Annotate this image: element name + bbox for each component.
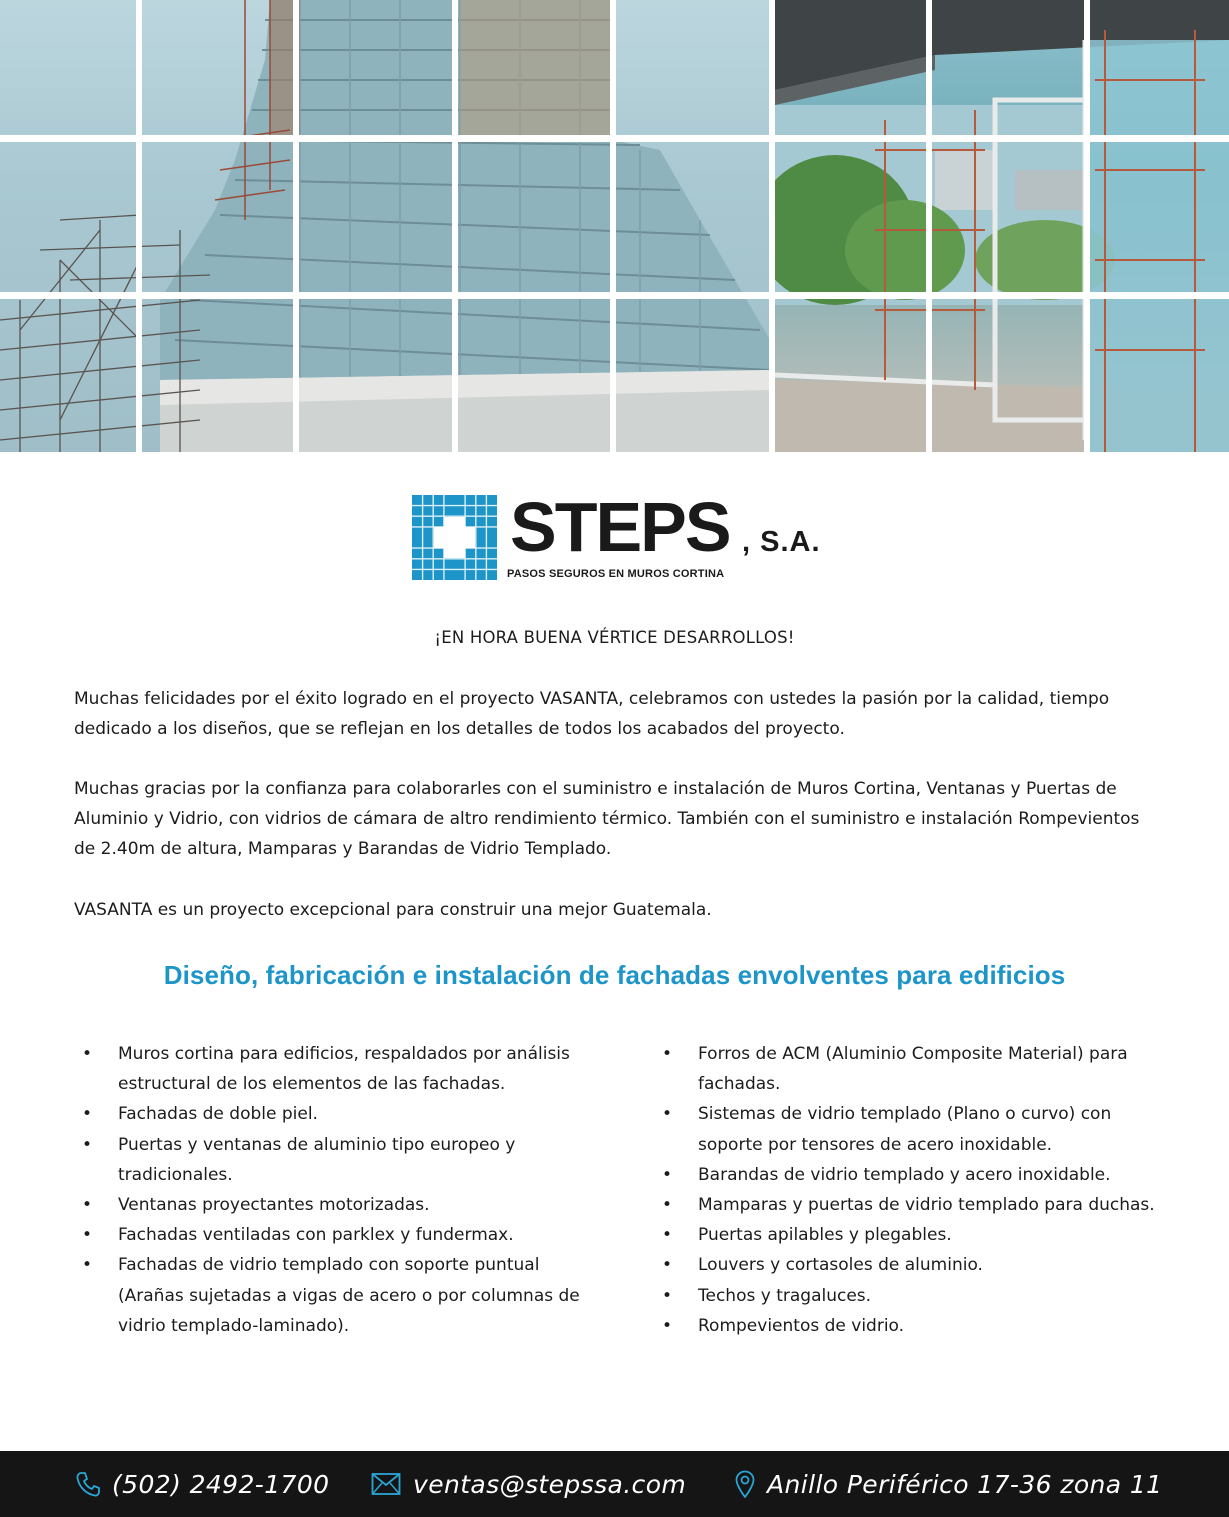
bullet: • (662, 1285, 673, 1306)
list-item (82, 1250, 582, 1341)
bullet: • (82, 1255, 93, 1276)
company-logo (412, 488, 832, 585)
logo-suffix: , S.A. (742, 526, 821, 558)
hero-photo-interior (775, 0, 1229, 452)
bullet: • (82, 1104, 93, 1125)
list-item (662, 1039, 1162, 1099)
list-item (82, 1220, 582, 1250)
bullet: • (662, 1195, 673, 1216)
street-address: Anillo Periférico 17-36 zona 11 (767, 1469, 1163, 1499)
bullet: • (82, 1134, 93, 1155)
list-item (662, 1281, 1162, 1311)
list-item (662, 1160, 1162, 1190)
list-item-text: Barandas de vidrio templado y acero inoxidable. (698, 1164, 1111, 1185)
list-item-text: Rompevientos de vidrio. (698, 1315, 905, 1336)
bullet: • (82, 1044, 93, 1064)
location-pin-icon (735, 1470, 755, 1498)
logo-tagline: PASOS SEGUROS EN MUROS CORTINA (507, 568, 725, 580)
steps-logo-mark-icon (412, 495, 497, 580)
list-item (82, 1039, 582, 1099)
list-item-text: Mamparas y puertas de vidrio templado para duchas. (698, 1195, 1155, 1216)
email-address: ventas@stepssa.com (413, 1469, 687, 1499)
phone-number: (502) 2492-1700 (112, 1469, 330, 1499)
email-link[interactable] (371, 1465, 686, 1503)
list-item-text: Sistemas de vidrio templado (Plano o curvo) con soporte por tensores de acero inoxidable. (698, 1104, 1112, 1155)
list-item (662, 1190, 1162, 1220)
logo-name: STEPS (510, 488, 730, 566)
list-item-text: Louvers y cortasoles de aluminio. (698, 1255, 983, 1276)
list-item (662, 1220, 1162, 1250)
hero-photo-grid (0, 0, 1229, 452)
list-item (82, 1190, 582, 1220)
phone-icon (76, 1471, 100, 1497)
paragraph-vasanta: VASANTA es un proyecto excepcional para construir una mejor Guatemala. (74, 900, 712, 920)
hero-photo-building (0, 0, 770, 452)
phone-link[interactable] (76, 1465, 329, 1503)
list-item (82, 1099, 582, 1129)
list-item (82, 1130, 582, 1190)
bullet: • (662, 1255, 673, 1276)
list-item-text: Puertas apilables y plegables. (698, 1225, 952, 1246)
headline: ¡EN HORA BUENA VÉRTICE DESARROLLOS! (434, 628, 795, 647)
address-link[interactable] (735, 1465, 1162, 1503)
list-item-text: Puertas y ventanas de aluminio tipo europeo y tradicionales. (118, 1134, 516, 1185)
list-item-text: Fachadas ventiladas con parklex y fundermax. (118, 1225, 514, 1246)
services-list-left (82, 1039, 582, 1341)
list-item (662, 1099, 1162, 1159)
list-item-text: Fachadas de doble piel. (118, 1104, 318, 1125)
list-item-text: Fachadas de vidrio templado con soporte puntual (Arañas sujetadas a vigas de acero o por columnas de vidrio templado-laminado). (118, 1255, 580, 1336)
bullet: • (662, 1164, 673, 1185)
services-list-right (662, 1039, 1162, 1341)
bullet: • (82, 1195, 93, 1216)
contact-footer (0, 1451, 1229, 1517)
list-item-text: Muros cortina para edificios, respaldados por análisis estructural de los elementos de las fachadas. (118, 1044, 570, 1095)
bullet: • (662, 1225, 673, 1246)
bullet: • (662, 1044, 673, 1064)
paragraph-thanks: Muchas gracias por la confianza para colaborarles con el suministro e instalación de Muros Cortina, Ventanas y Puertas de Aluminio y Vidrio, con vidrios de cámara de altro rendimiento térmico. También con el suministro e instalación Rompevientos de 2.40m de altura, Mamparas y Barandas de Vidrio Templado. (74, 779, 1140, 859)
envelope-icon (371, 1472, 401, 1496)
list-item-text: Techos y tragaluces. (698, 1285, 872, 1306)
paragraph-congratulations: Muchas felicidades por el éxito logrado en el proyecto VASANTA, celebramos con ustedes la pasión por la calidad, tiempo dedicado a los diseños, que se reflejan en los detalles de todos los acabados del proyecto. (74, 689, 1110, 739)
list-item-text: Forros de ACM (Aluminio Composite Material) para fachadas. (698, 1044, 1128, 1095)
list-item-text: Ventanas proyectantes motorizadas. (118, 1195, 430, 1216)
bullet: • (662, 1315, 673, 1336)
list-item (662, 1311, 1162, 1341)
bullet: • (662, 1104, 673, 1125)
bullet: • (82, 1225, 93, 1246)
section-title: Diseño, fabricación e instalación de fachadas envolventes para edificios (163, 960, 1066, 990)
list-item (662, 1250, 1162, 1280)
